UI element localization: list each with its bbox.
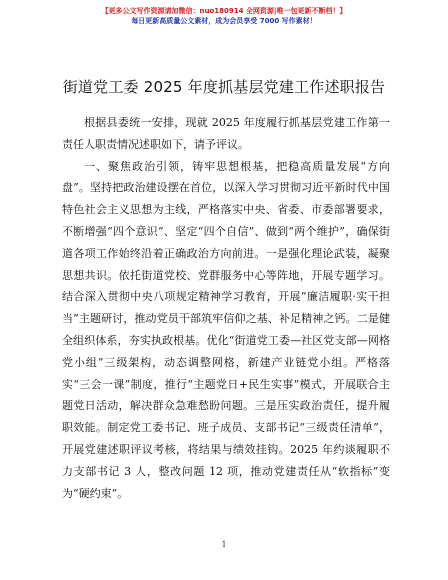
promo-banner xyxy=(0,6,448,26)
document-title: 街道党工委 2025 年度抓基层党建工作述职报告 xyxy=(62,78,386,96)
banner-line-blue: 每日更新高质量公文素材，成为会员享受 7000 写作素材！ xyxy=(131,17,317,25)
page-number: 1 xyxy=(221,540,227,549)
intro-paragraph: 根据县委统一安排，现就 2025 年度履行抓基层党建工作第一责任人职责情况述职如下，请予评议。 xyxy=(62,116,390,151)
document-body xyxy=(62,112,390,504)
section-one-paragraph: 一、聚焦政治引领，铸牢思想根基，把稳高质量发展“方向盘”。坚持把政治建设摆在首位，以深入学习贯彻习近平新时代中国特色社会主义思想为主线，严格落实中央、省委、市委部署要求，不断增强“四个意识”、坚定“四个自信”、做到“两个维护”，确保街道各项工作始终沿着正确政治方向前进。一是强化理论武装，凝聚思想共识。依托街道党校、党群服务中心等阵地，开展专题学习。结合深入贯彻中央八项规定精神学习教育，开展“廉洁履职·实干担当”主题研讨，推动党员干部筑牢信仰之基、补足精神之钙。二是健全组织体系，夯实执政根基。优化“街道党工委—社区党支部—网格党小组”三级架构，动态调整网格，新建产业链党小组。严格落实“三会一课”制度，推行“主题党日+民生实事”模式，开展联合主题党日活动，解决群众急难愁盼问题。三是压实政治责任，提升履职效能。制定党工委书记、班子成员、支部书记“三级责任清单”，开展党建述职评议考核，将结果与绩效挂钩。2025 年约谈履职不力支部书记 3 人，整改问题 12 项，推动党建责任从“软指标”变为“硬约束”。 xyxy=(62,159,390,500)
banner-line-red: 【更多公文写作资源请加微信：nuo180914 全网资源|唯一包更新不断档！】 xyxy=(101,7,347,15)
